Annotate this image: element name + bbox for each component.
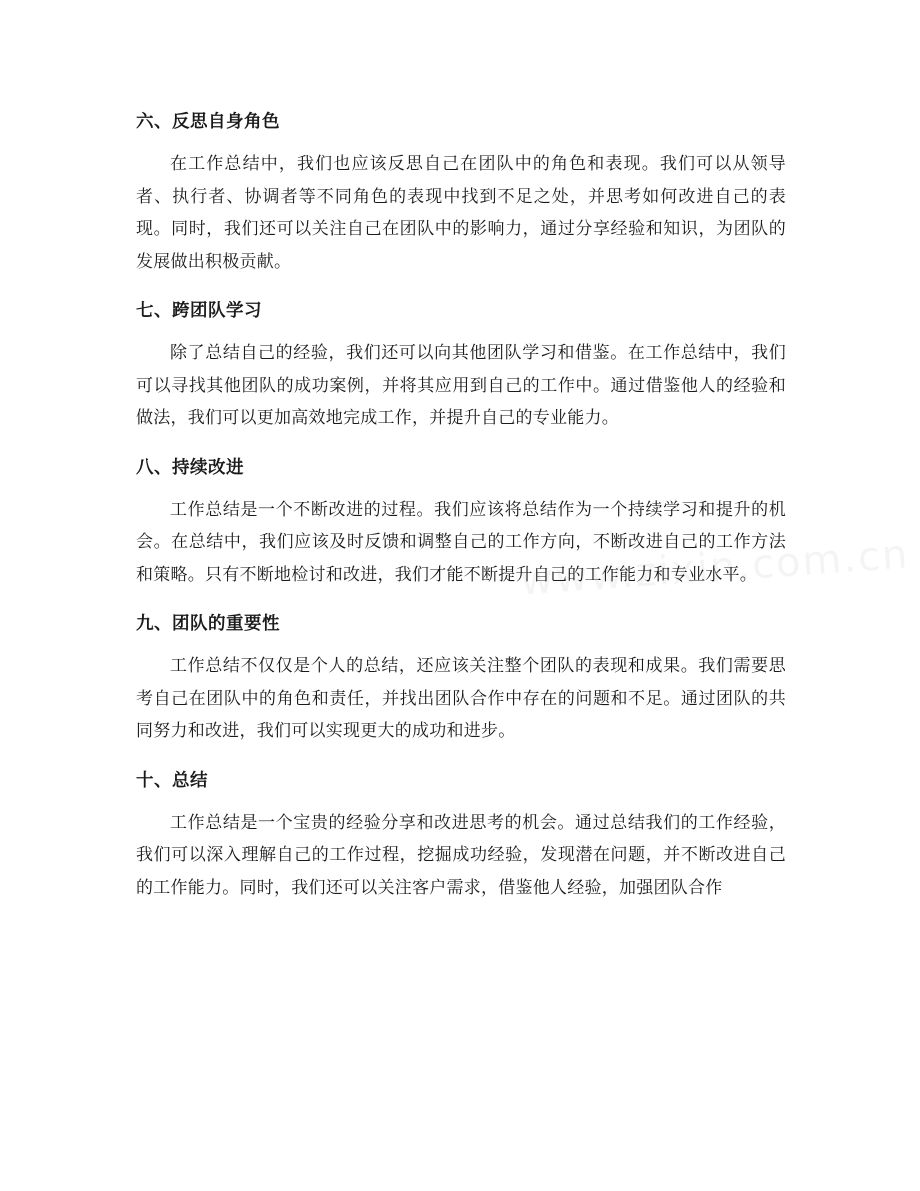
section-title: 六、反思自身角色 (136, 112, 280, 132)
section-7 (136, 293, 786, 435)
section-title: 九、团队的重要性 (136, 614, 280, 634)
section-9 (136, 606, 786, 748)
section-title: 八、持续改进 (136, 457, 244, 478)
document-content (136, 104, 786, 919)
section-paragraph: 工作总结不仅仅是个人的总结，还应该关注整个团队的表现和成果。我们需要思考自己在团队中的角色和责任，并找出团队合作中存在的问题和不足。通过团队的共同努力和改进，我们可以实现更大的成功和进步。 (136, 656, 786, 741)
section-10 (136, 763, 786, 905)
section-title: 七、跨团队学习 (136, 301, 262, 321)
section-paragraph: 除了总结自己的经验，我们还可以向其他团队学习和借鉴。在工作总结中，我们可以寻找其他团队的成功案例，并将其应用到自己的工作中。通过借鉴他人的经验和做法，我们可以更加高效地完成工作，并提升自己的专业能力。 (136, 343, 786, 428)
section-paragraph: 工作总结是一个不断改进的过程。我们应该将总结作为一个持续学习和提升的机会。在总结中，我们应该及时反馈和调整自己的工作方向，不断改进自己的工作方法和策略。只有不断地检讨和改进，我们才能不断提升自己的工作能力和专业水平。 (136, 499, 786, 585)
section-paragraph: 在工作总结中，我们也应该反思自己在团队中的角色和表现。我们可以从领导者、执行者、协调者等不同角色的表现中找到不足之处，并思考如何改进自己的表现。同时，我们还可以关注自己在团队中的影响力，通过分享经验和知识，为团队的发展做出积极贡献。 (136, 154, 786, 272)
section-paragraph: 工作总结是一个宝贵的经验分享和改进思考的机会。通过总结我们的工作经验，我们可以深入理解自己的工作过程，挖掘成功经验，发现潜在问题，并不断改进自己的工作能力。同时，我们还可以关注客户需求，借鉴他人经验，加强团队合作 (136, 812, 786, 898)
section-6 (136, 104, 786, 278)
section-8 (136, 450, 786, 592)
section-title: 十、总结 (136, 770, 208, 791)
